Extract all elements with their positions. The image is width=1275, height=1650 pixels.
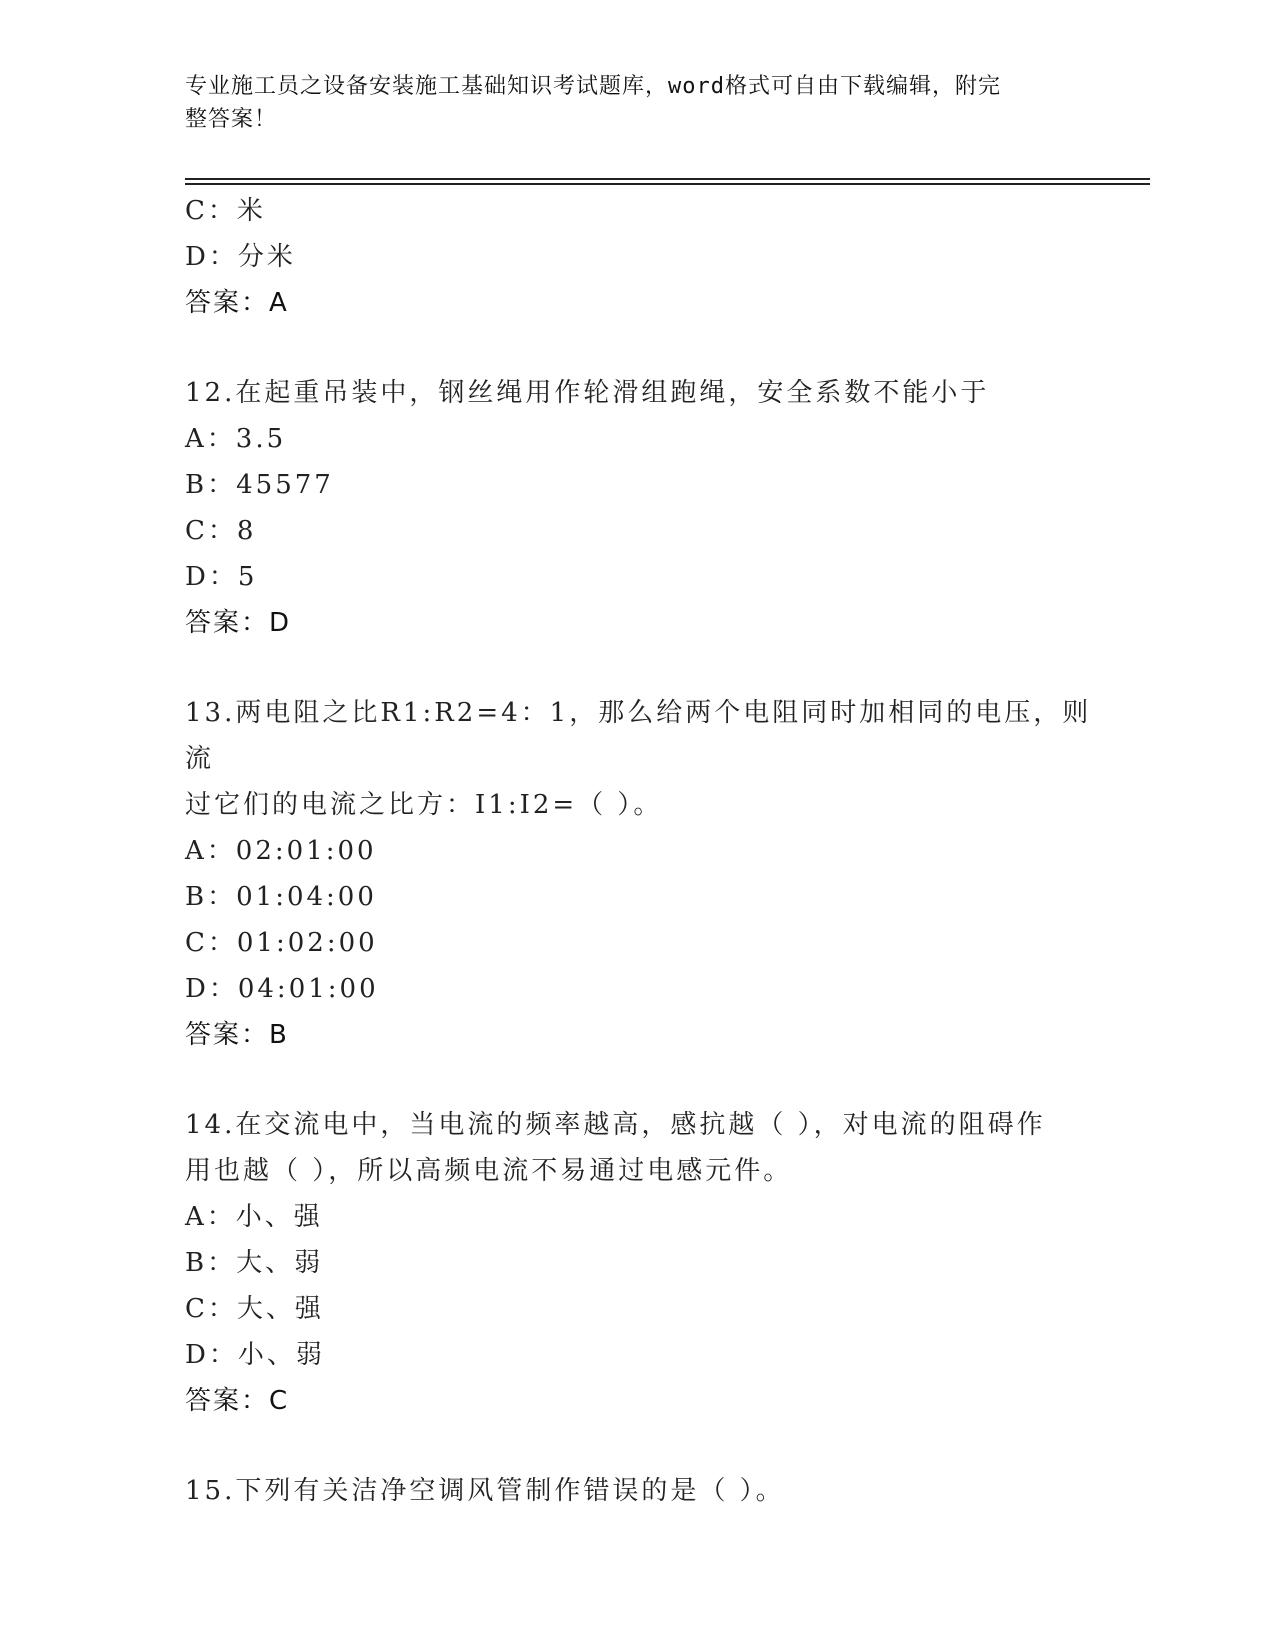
option-c: C：米 <box>185 196 266 226</box>
option-d: D：04:01:00 <box>185 974 379 1004</box>
option-c: C：大、强 <box>185 1294 324 1324</box>
answer-line: 答案：C <box>185 1386 290 1416</box>
question-12 <box>185 370 1105 646</box>
question-stem: 12.在起重吊装中，钢丝绳用作轮滑组跑绳，安全系数不能小于 <box>185 378 990 408</box>
spacer <box>185 1058 1105 1102</box>
option-d: D：分米 <box>185 242 296 272</box>
option-a: A：小、强 <box>185 1202 323 1232</box>
option-c: C：01:02:00 <box>185 928 378 958</box>
question-13 <box>185 690 1105 1058</box>
question-stem-line-1: 13.两电阻之比R1:R2=4：1，那么给两个电阻同时加相同的电压，则流 <box>185 698 1092 774</box>
question-14 <box>185 1102 1105 1424</box>
answer-line: 答案：D <box>185 608 292 638</box>
option-d: D：5 <box>185 562 258 592</box>
header-rule-top <box>185 178 1150 180</box>
option-b: B：01:04:00 <box>185 882 377 912</box>
header-rule-bottom <box>185 183 1150 185</box>
spacer <box>185 326 1105 370</box>
question-stem-line-1: 14.在交流电中，当电流的频率越高，感抗越（ ），对电流的阻碍作 <box>185 1110 1046 1140</box>
option-b: B：大、弱 <box>185 1248 324 1278</box>
document-header <box>185 70 1085 136</box>
spacer <box>185 646 1105 690</box>
answer-line: 答案：B <box>185 1020 289 1050</box>
option-a: A：02:01:00 <box>185 836 377 866</box>
question-11-continued <box>185 188 1105 326</box>
question-stem-line-2: 用也越（ ），所以高频电流不易通过电感元件。 <box>185 1156 793 1186</box>
question-stem: 15.下列有关洁净空调风管制作错误的是（ ）。 <box>185 1476 785 1506</box>
header-title-line-1: 专业施工员之设备安装施工基础知识考试题库，word格式可自由下载编辑，附完 <box>185 74 1001 99</box>
question-stem-line-2: 过它们的电流之比方：I1:I2=（ ）。 <box>185 790 663 820</box>
spacer <box>185 1424 1105 1468</box>
option-d: D：小、弱 <box>185 1340 325 1370</box>
answer-line: 答案：A <box>185 288 289 318</box>
question-15 <box>185 1468 1105 1514</box>
document-content <box>185 188 1105 1514</box>
option-a: A：3.5 <box>185 424 287 454</box>
option-b: B：45577 <box>185 470 334 500</box>
option-c: C：8 <box>185 516 257 546</box>
header-title-line-2: 整答案！ <box>185 107 278 132</box>
